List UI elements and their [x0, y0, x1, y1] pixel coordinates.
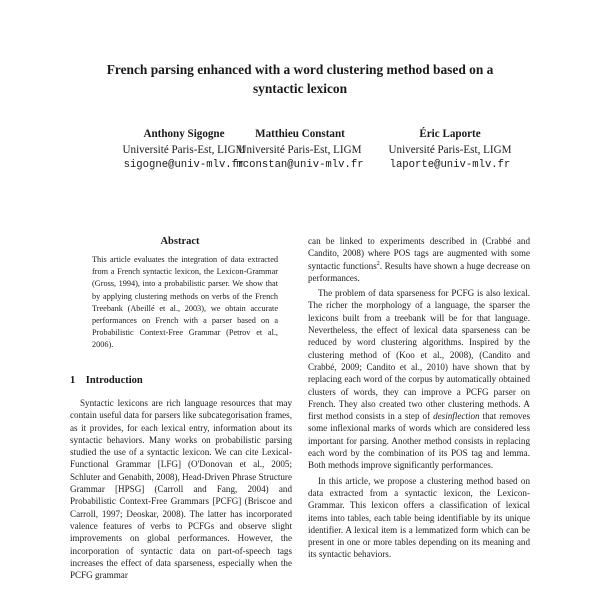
paragraph-text: The problem of data sparseness for PCFG is also lexical. The richer the morphology of a language, the sparser the lexicons built from a treebank will be for that language. Nevertheless, the effect of lexical data sparseness can be reduced by word clustering algorithms. Inspired by the clustering method of (Koo et al., 2008), (Candito and Crabbé, 2009; Candito et al., 2010) have shown that by replacing each word of the corpus by automatically obtained clusters of words, they can improve a PCFG parser on French. They also created two other clustering methods. A first method consists in a step of	[308, 288, 530, 422]
author-block	[215, 127, 385, 174]
left-column	[70, 397, 292, 581]
author-email: laporte@univ-mlv.fr	[389, 159, 511, 171]
intro-paragraph-1: Syntactic lexicons are rich language resources that may contain useful data for parsers like subcategorisation frames, as it provides, for each lexical entry, information about its syntactic behaviors. Many works on probabilistic parsing studied the use of a syntactic lexicon. We can cite Lexical-Functional Grammar [LFG] (O'Donovan et al., 2005; Schluter and Genabith, 2008), Head-Driven Phrase Structure Grammar [HPSG] (Carroll and Fang, 2004) and Probabilistic Context-Free Grammars [PCFG] (Briscoe and Carroll, 1997; Deoskar, 2008). The latter has incorporated valence features of verbs to PCFGs and observe slight improvements on global performances. However, the incorporation of syntactic data on part-of-speech tags increases the effect of data sparseness, especially when the PCFG grammar	[70, 398, 292, 581]
emphasis-term: desinflection	[433, 411, 480, 422]
paper-title-line-2: syntactic lexicon	[252, 81, 348, 96]
abstract-heading: Abstract	[160, 236, 200, 247]
author-affiliation: Université Paris-Est, LIGM	[388, 143, 512, 156]
paper-title-line-1: French parsing enhanced with a word clustering method based on a	[106, 62, 494, 77]
paragraph-text: that removes some inflexional marks of words which are considered less important for parsing. Another method consists in replacing each word by the combination of its POS tag and lemma. Both methods improve significantly performances.	[308, 411, 531, 471]
author-name: Éric Laporte	[419, 128, 481, 140]
author-block	[365, 127, 535, 174]
intro-paragraph-2	[308, 287, 530, 471]
author-affiliation: Université Paris-Est, LIGM	[122, 143, 246, 156]
section-title: Introduction	[85, 375, 143, 386]
author-name: Anthony Sigogne	[143, 128, 225, 140]
author-affiliation: Université Paris-Est, LIGM	[238, 143, 362, 156]
footnote-ref: 2	[376, 260, 380, 267]
author-name: Matthieu Constant	[255, 128, 345, 140]
abstract-text: This article evaluates the integration of data extracted from a French syntactic lexicon, the Lexicon-Grammar (Gross, 1994), into a probabilistic parser. We show that by applying clustering methods on verbs of the French Treebank (Abeillé et al., 2003), we obtain accurate performances on French with a parser based on a Probabilistic Context-Free Grammar (Petrov et al., 2006).	[92, 255, 278, 350]
section-number: 1	[70, 375, 76, 386]
paragraph-text: can be linked to experiments described in (Crabbé and Candito, 2008) where POS tags are augmented with some syntactic functions	[308, 236, 530, 271]
paragraph-text: . Results have shown a huge decrease on performances.	[308, 260, 530, 283]
author-email: sigogne@univ-mlv.fr	[123, 159, 245, 171]
intro-paragraph-continued	[308, 235, 530, 284]
author-email: mconstan@univ-mlv.fr	[236, 159, 364, 171]
right-column	[308, 235, 530, 561]
paper-title	[70, 60, 530, 98]
section-heading	[70, 375, 290, 386]
intro-paragraph-3: In this article, we propose a clustering method based on data extracted from a syntactic lexicon, the Lexicon-Grammar. This lexicon offers a classification of lexical items into tables, each table being identifiable by its unique identifier. A lexical item is a lemmatized form which can be present in one or more tables depending on its meaning and its syntactic behaviors.	[308, 475, 530, 560]
